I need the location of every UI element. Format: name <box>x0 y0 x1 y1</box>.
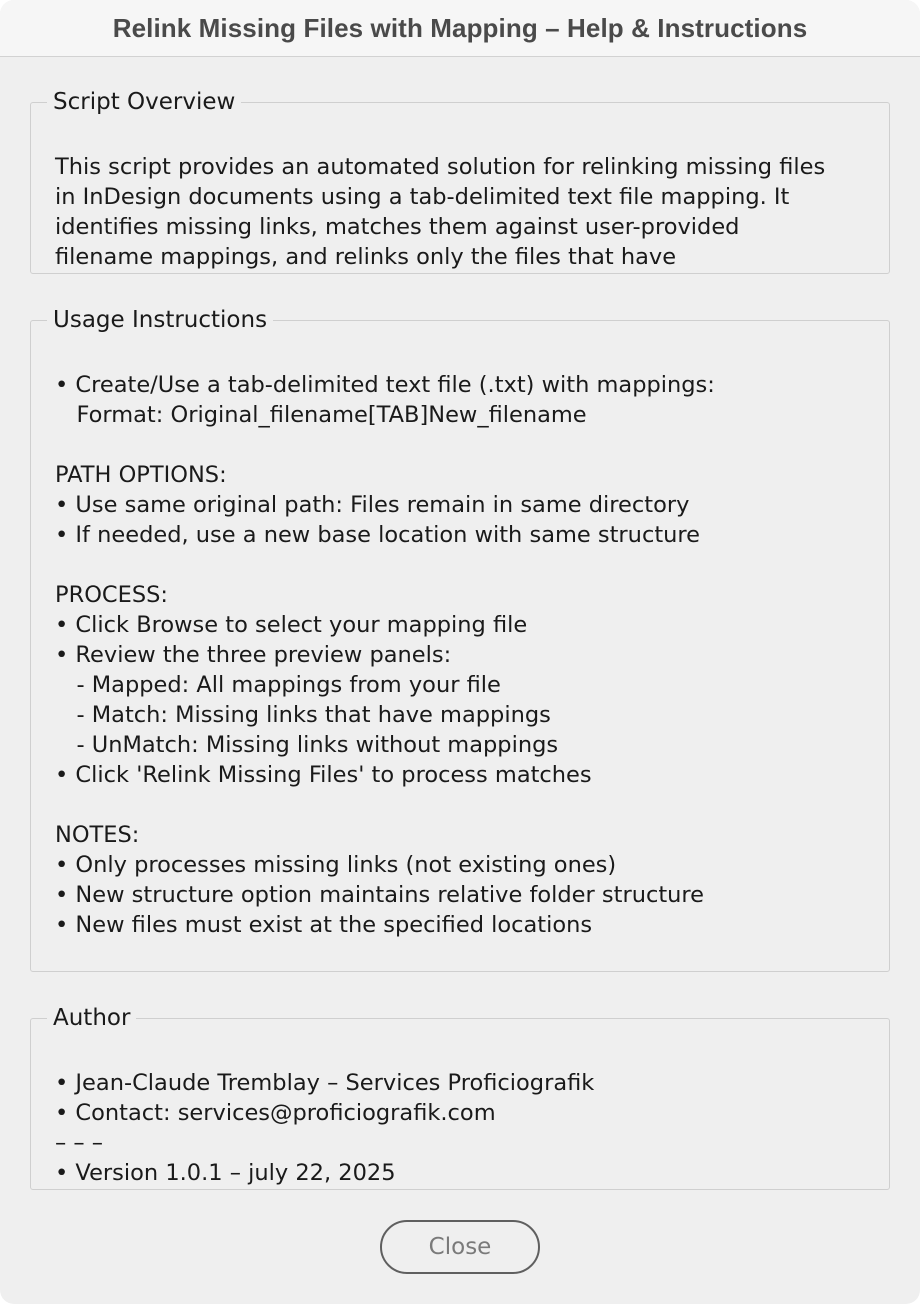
usage-heading: Usage Instructions <box>53 307 268 333</box>
overview-text: This script provides an automated solution for relinking missing files in InDesign documents using a tab-delimited text file mapping. It identifies missing links, matches them against user-provided filename mappings, and relinks only the files that have <box>55 154 826 270</box>
usage-text: • Create/Use a tab-delimited text file (.txt) with mappings: Format: Original_filename[TAB]New_filename PATH OPTIONS: • Use same original path: Files remain in same directory • If needed, use a new base location with same structure PROCESS: • Click Browse to select your mapping file • Review the three preview panels: - Mapped: All mappings from your file - Match: Missing links that have mappings - UnMatch: Missing links without mappings • Click 'Relink Missing Files' to process matches NOTES: • Only processes missing links (not existing ones) • New structure option maintains relative folder structure • New files must exist at the specified locations <box>55 372 715 938</box>
overview-heading: Script Overview <box>53 89 236 115</box>
title-bar[interactable] <box>0 0 920 57</box>
author-panel <box>30 1004 890 1190</box>
close-button[interactable]: Close <box>380 1220 540 1274</box>
usage-panel <box>30 306 890 972</box>
author-heading: Author <box>53 1005 131 1031</box>
author-text: • Jean-Claude Tremblay – Services Proficiografik • Contact: services@proficiografik.com – – – • Version 1.0.1 – july 22, 2025 <box>55 1070 595 1186</box>
overview-panel <box>30 88 890 274</box>
window-title: Relink Missing Files with Mapping – Help & Instructions <box>112 12 808 43</box>
